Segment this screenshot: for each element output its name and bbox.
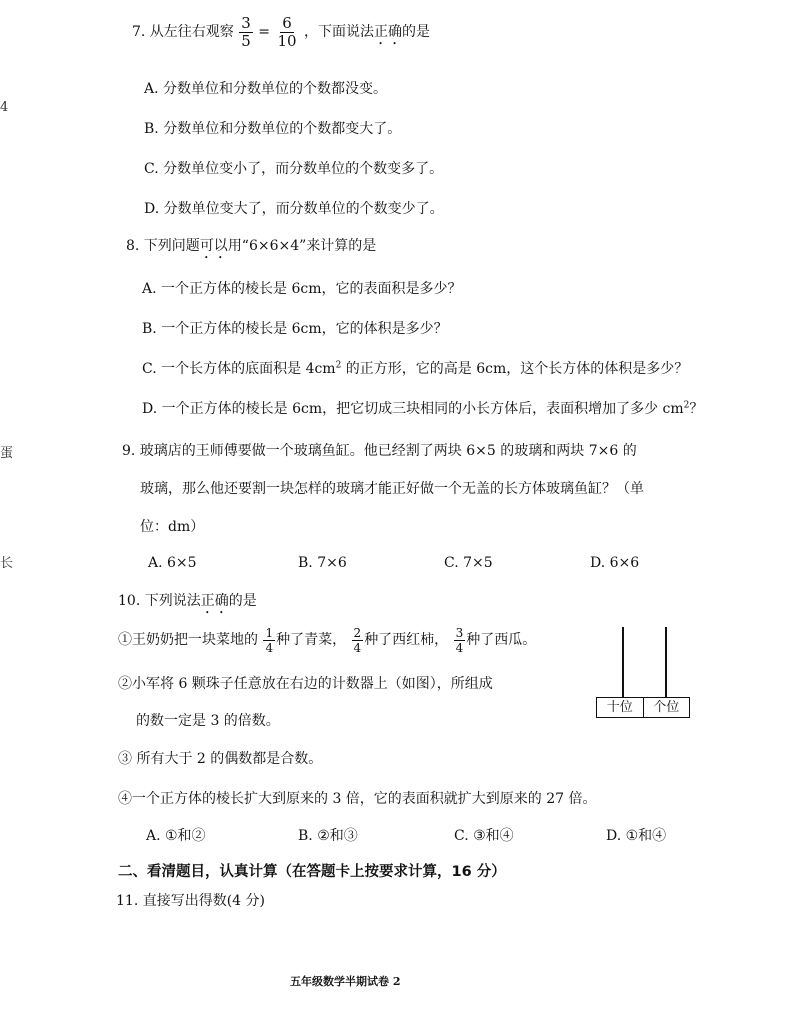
q8-option-d [142,398,703,418]
page-footer: 五年级数学半期试卷 2 [290,975,401,988]
q9-line-1: 9. 玻璃店的王师傅要做一个玻璃鱼缸。他已经割了两块 6×5 的玻璃和两块 7×6 的 [122,443,637,459]
q7-suffix-a: ，下面说法 [304,24,374,40]
q10-option-c: C. ③和④ [454,828,514,844]
q10-s1-frac-3 [454,627,466,654]
q7-suffix-emphasis: 正确 [374,24,402,40]
question-10-stem [118,590,257,617]
q8-option-d-b: ？ [689,401,704,417]
q9-option-a: A. 6×5 [148,555,197,571]
q10-statement-4: ④一个正方体的棱长扩大到原来的 3 倍，它的表面积就扩大到原来的 27 倍。 [118,791,597,807]
q7-option-c: C. 分数单位变小了，而分数单位的个数变多了。 [144,161,444,177]
q7-frac2-num: 6 [282,13,292,32]
q9-line-2: 玻璃，那么他还要割一块怎样的玻璃才能正好做一个无盖的长方体玻璃鱼缸？（单 [140,481,644,497]
q7-frac1-num: 3 [241,13,251,32]
q10-s1-b: 种了青菜， [276,632,347,648]
abacus-base [596,697,690,718]
question-7-stem [132,14,430,50]
q10-stem-emphasis: 正确 [200,593,229,609]
q10-s1-f3-num: 3 [455,625,464,640]
q8-option-d-sup: 2 [683,400,690,411]
q10-s1-c: 种了西红柿， [364,632,449,648]
section-2-heading: 二、看清题目，认真计算（在答题卡上按要求计算，16 分） [118,864,506,880]
q8-option-d-a: D. 一个正方体的棱长是 6cm，把它切成三块相同的小长方体后，表面积增加了多少 cm [142,401,684,417]
q10-s1-f1-num: 1 [265,625,274,640]
q8-option-c-sup: 2 [335,360,342,371]
abacus-label-ones: 个位 [643,698,690,717]
q8-option-c-b: 的正方形，它的高是 6cm，这个长方体的体积是多少？ [341,361,689,377]
q10-statement-3: ③ 所有大于 2 的偶数都是合数。 [118,751,323,767]
q7-suffix-b: 的是 [402,24,430,40]
q8-option-b: B. 一个正方体的棱长是 6cm，它的体积是多少？ [142,321,448,337]
q9-option-d: D. 6×6 [590,555,640,571]
q8-stem-a: 8. 下列问题 [126,238,200,254]
q7-frac2-den: 10 [277,31,297,50]
abacus-rod-tens [622,627,624,698]
margin-mark-2: 蛋 [0,446,14,461]
q10-s1-f3-den: 4 [455,640,464,655]
q10-s1-f1-den: 4 [265,640,274,655]
q8-option-c-a: C. 一个长方体的底面积是 4cm [142,361,336,377]
margin-mark-3: 长 [0,556,14,571]
q7-fraction-1 [239,13,253,50]
q9-option-b: B. 7×6 [298,555,347,571]
q10-statement-2-line-2: 的数一定是 3 的倍数。 [136,713,280,729]
q8-stem-emphasis: 可以 [199,238,228,254]
q10-s1-d: 种了西瓜。 [466,632,537,648]
question-8-stem [126,235,376,262]
q9-option-c: C. 7×5 [444,555,493,571]
q7-fraction-2 [275,13,298,50]
q10-s1-f2-den: 4 [353,640,362,655]
q8-option-a: A. 一个正方体的棱长是 6cm，它的表面积是多少？ [142,281,462,297]
q10-option-d: D. ①和④ [606,828,667,844]
q10-stem-b: 的是 [228,593,257,609]
q7-option-b: B. 分数单位和分数单位的个数都变大了。 [144,121,402,137]
q10-statement-2-line-1: ②小军将 6 颗珠子任意放在右边的计数器上（如图），所组成 [118,676,493,692]
q10-statement-1 [118,622,536,658]
q7-option-a: A. 分数单位和分数单位的个数都没变。 [144,81,388,97]
q10-option-a: A. ①和② [146,828,206,844]
q10-s1-frac-2 [352,627,364,654]
q8-stem-b: 用“6×6×4”来计算的是 [227,238,377,254]
q9-line-3: 位：dm） [140,519,205,535]
q7-prefix: 7. 从左往右观察 [132,24,234,40]
q10-s1-frac-1 [263,627,275,654]
q7-equals: = [258,24,270,40]
q10-stem-a: 10. 下列说法 [118,593,201,609]
q10-s1-a: ①王奶奶把一块菜地的 [118,632,258,648]
abacus-rod-ones [665,627,667,698]
question-11: 11. 直接写出得数(4 分) [116,893,265,909]
q7-frac1-den: 5 [241,31,251,50]
margin-mark-1: 4 [0,100,9,115]
abacus-label-tens: 十位 [606,700,633,715]
q8-option-c [142,358,688,378]
q10-s1-f2-num: 2 [353,625,362,640]
q7-option-d: D. 分数单位变大了，而分数单位的个数变少了。 [144,201,444,217]
q10-option-b: B. ②和③ [298,828,358,844]
